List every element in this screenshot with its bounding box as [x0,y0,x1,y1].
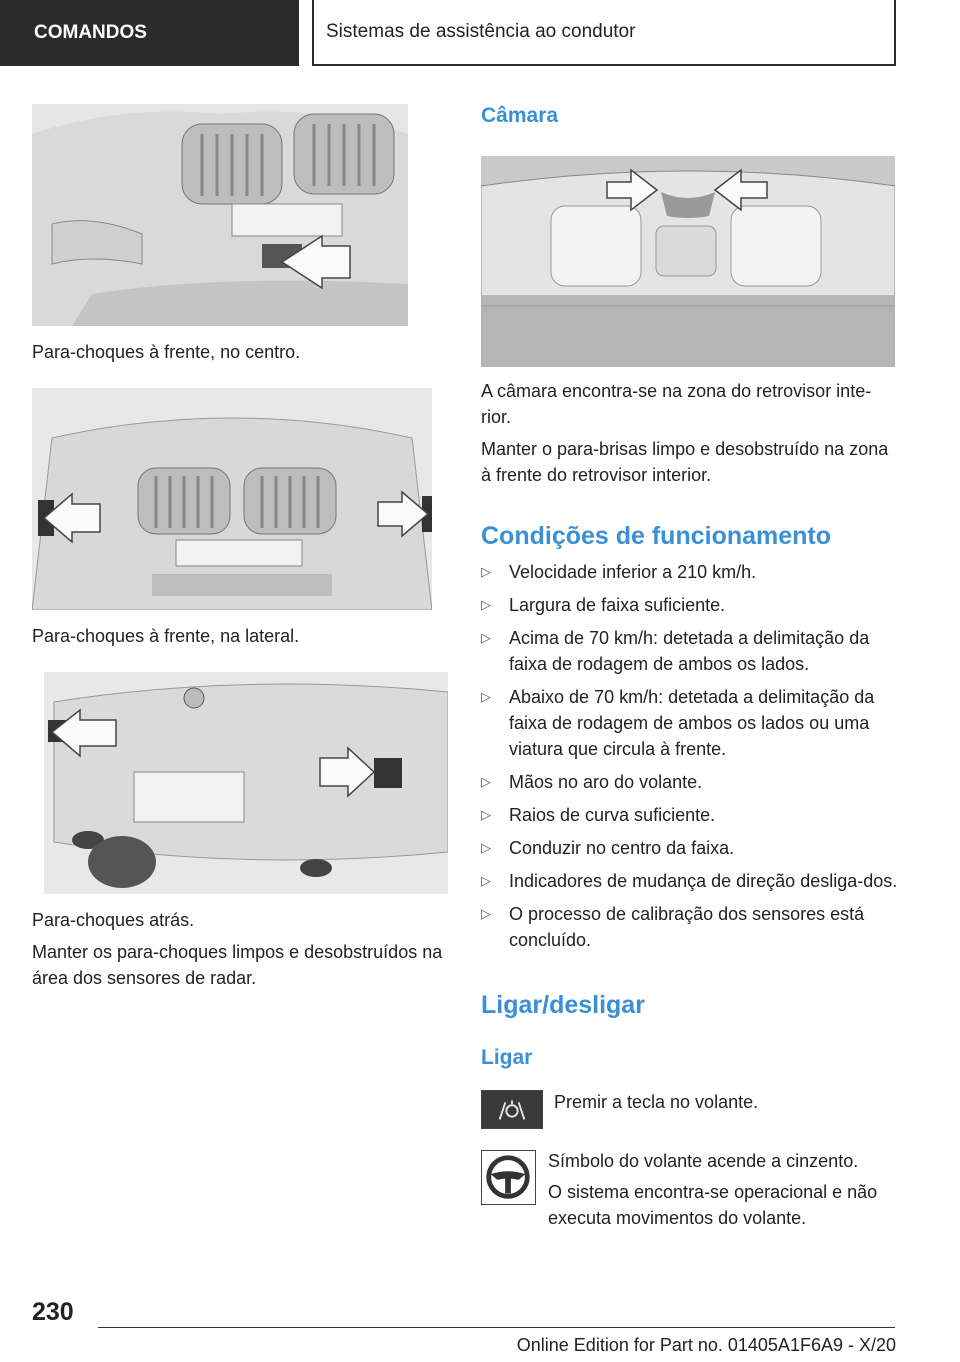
on-off-heading: Ligar/desligar [481,991,645,1019]
steering-wheel-icon [481,1150,536,1205]
list-item-text: Abaixo de 70 km/h: detetada a delimitação da faixa de rodagem de ambos os lados ou uma viatura que circula à frente. [509,687,875,759]
list-item-text: Velocidade inferior a 210 km/h. [509,562,757,582]
camera-interior-figure [481,156,895,367]
conditions-heading: Condições de funcionamento [481,522,832,550]
list-item-text: Mãos no aro do volante. [509,772,703,792]
footer-divider [98,1327,895,1328]
bullet-icon: ▷ [481,807,491,822]
list-item-text: O processo de calibração dos sensores está concluído. [509,904,865,950]
turn-on-heading: Ligar [481,1046,533,1069]
bullet-icon: ▷ [481,689,491,704]
bullet-icon: ▷ [481,564,491,579]
list-item [481,625,901,677]
windshield-clean-text: Manter o para-brisas limpo e desobstruído na zona à frente do retrovisor interior. [481,439,889,485]
caption-front-center: Para-choques à frente, no centro. [32,342,301,362]
front-bumper-center-figure [32,104,408,326]
bullet-icon: ▷ [481,906,491,921]
lane-assist-button-icon [481,1090,543,1129]
page-header-title: Sistemas de assistência ao condutor [312,0,896,66]
front-bumper-lateral-figure [32,388,432,610]
camera-heading: Câmara [481,104,559,127]
list-item [481,559,901,585]
edition-footer: Online Edition for Part no. 01405A1F6A9 - X/20 [516,1335,896,1355]
list-item [481,868,901,894]
conditions-list [481,559,901,960]
list-item [481,835,901,861]
page-number: 230 [32,1298,74,1326]
list-item-text: Indicadores de mudança de direção desliga-dos. [509,871,898,891]
list-item-text: Largura de faixa suficiente. [509,595,726,615]
bullet-icon: ▷ [481,774,491,789]
bullet-icon: ▷ [481,873,491,888]
list-item [481,769,901,795]
caption-rear: Para-choques atrás. [32,910,195,930]
symbol-grey-text: Símbolo do volante acende a cinzento. [548,1151,859,1171]
list-item [481,901,901,953]
list-item [481,684,901,762]
list-item-text: Acima de 70 km/h: detetada a delimitação da faixa de rodagem de ambos os lados. [509,628,870,674]
list-item [481,592,901,618]
list-item [481,802,901,828]
bullet-icon: ▷ [481,630,491,645]
caption-front-lateral: Para-choques à frente, na lateral. [32,626,300,646]
list-item-text: Raios de curva suficiente. [509,805,716,825]
camera-location-text: A câmara encontra-se na zona do retrovisor inte-rior. [481,381,872,427]
radar-sensor-note: Manter os para-choques limpos e desobstruídos na área dos sensores de radar. [32,942,443,988]
rear-bumper-figure [44,672,448,894]
bullet-icon: ▷ [481,597,491,612]
list-item-text: Conduzir no centro da faixa. [509,838,735,858]
bullet-icon: ▷ [481,840,491,855]
section-tab: COMANDOS [0,0,299,66]
press-button-text: Premir a tecla no volante. [554,1092,759,1112]
system-operational-text: O sistema encontra-se operacional e não executa movimentos do volante. [548,1182,878,1228]
